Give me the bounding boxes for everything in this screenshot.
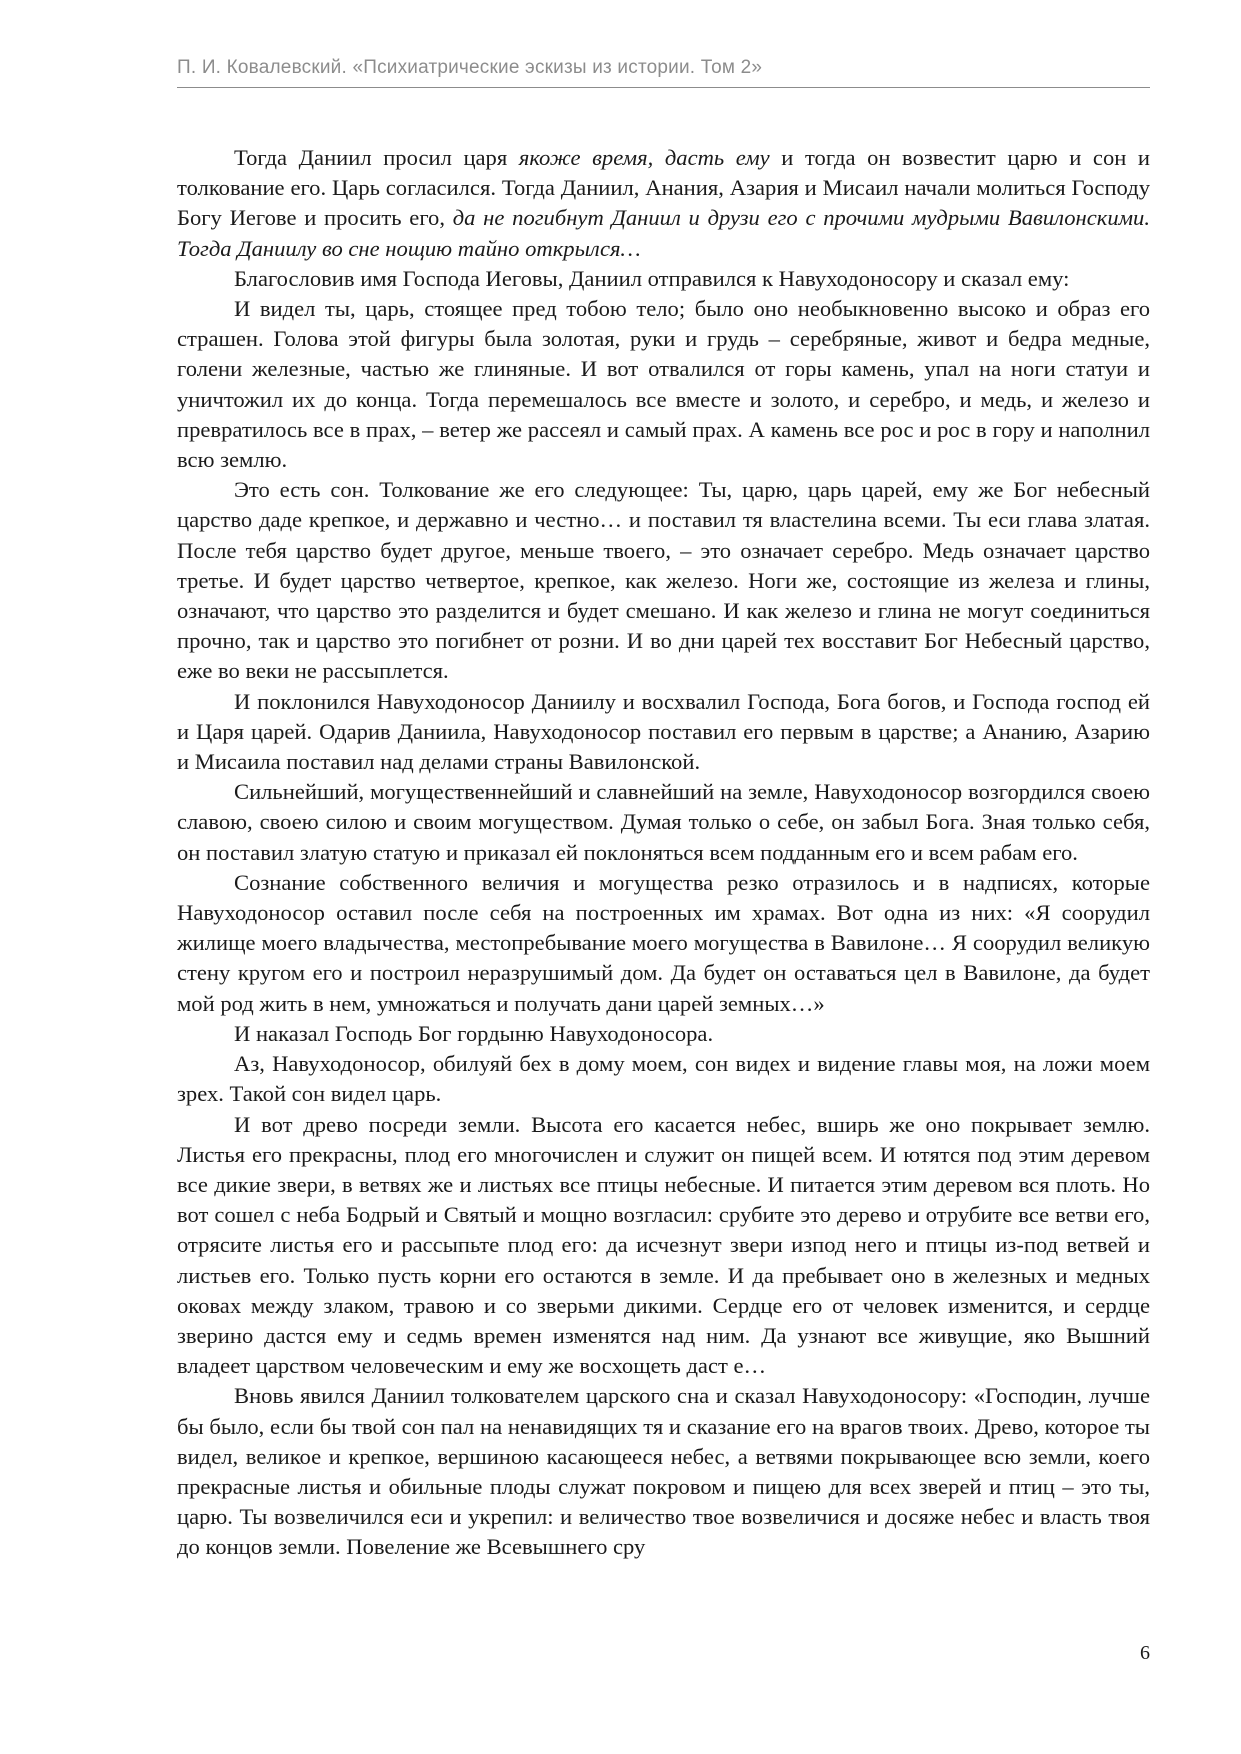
body-text [177,143,1150,1563]
paragraph-11: Вновь явился Даниил толкователем царского сна и сказал Навуходоносору: «Господин, лучше бы было, если бы твой сон пал на ненавидящих тя и сказание его на врагов твоих. Древо, которое ты видел, великое и крепкое, вершиною касающееся небес, а ветвями покрывающее всю земли, коего прекрасные листья и обильные плоды служат покровом и пищею для всех зверей и птиц – это ты, царю. Ты возвеличился еси и укрепил: и величество твое возвеличися и досяже небес и власть твоя до концов земли. Повеление же Всевышнего сру [177,1383,1150,1560]
paragraph-8: И наказал Господь Бог гордыню Навуходоносора. [234,1020,714,1046]
paragraph-2: Благословив имя Господа Иеговы, Даниил отправился к Навуходоносору и сказал ему: [234,265,1070,291]
paragraph-1-italic-b: да не погибнут Даниил и друзи его с прочими мудрыми Вавилонскими. Тогда Даниилу во сне нощию тайно открылся… [177,205,1150,261]
page-number: 6 [1140,1642,1150,1664]
paragraph-4: Это есть сон. Толкование же его следующее: Ты, царю, царь царей, ему же Бог небесный царство даде крепкое, и державно и честно… и поставил тя властелина всеми. Ты еси глава златая. После тебя царство будет другое, меньше твоего, – это означает серебро. Медь означает царство третье. И будет царство четвертое, крепкое, как железо. Ноги же, состоящие из железа и глины, означают, что царство это разделится и будет смешано. И как железо и глина не могут соединиться прочно, так и царство это погибнет от розни. И во дни царей тех восставит Бог Небесный царство, еже во веки не рассыплется. [177,477,1150,684]
paragraph-7: Сознание собственного величия и могущества резко отразилось и в надписях, которые Навуходоносор оставил после себя на построенных им храмах. Вот одна из них: «Я соорудил жилище моего владычества, местопребывание моего могущества в Вавилоне… Я соорудил великую стену кругом его и построил неразрушимый дом. Да будет он оставаться цел в Вавилоне, да будет мой род жить в нем, умножаться и получать дани царей земных…» [177,869,1150,1016]
running-header: П. И. Ковалевский. «Психиатрические эскизы из истории. Том 2» [177,57,763,78]
paragraph-1 [177,143,1150,264]
header-divider [177,87,1150,88]
paragraph-1-text-b: и тогда он возвестит царю и сон и толкование его. Царь согласился. Тогда Даниил, Анания, Азария и Мисаил начали молиться Господу Богу Иегове и просить его, [177,145,1151,231]
paragraph-3: И видел ты, царь, стоящее пред тобою тело; было оно необыкновенно высоко и образ его страшен. Голова этой фигуры была золотая, руки и грудь – серебряные, живот и бедра медные, голени железные, частью же глиняные. И вот отвалился от горы камень, упал на ноги статуи и уничтожил их до конца. Тогда перемешалось все вместе и золото, и серебро, и медь, и железо и превратилось все в прах, – ветер же рассеял и самый прах. А камень все рос и рос в гору и наполнил всю землю. [177,296,1150,473]
paragraph-5: И поклонился Навуходоносор Даниилу и восхвалил Господа, Бога богов, и Господа господ ей и Царя царей. Одарив Даниила, Навуходоносор поставил его первым в царстве; а Ананию, Азарию и Мисаила поставил над делами страны Вавилонской. [177,688,1150,775]
paragraph-1-italic-a: якоже время, дасть ему [518,145,770,170]
paragraph-1-text-a: Тогда Даниил просил царя [234,145,519,170]
paragraph-6: Сильнейший, могущественнейший и славнейший на земле, Навуходоносор возгордился своею славою, своею силою и своим могуществом. Думая только о себе, он забыл Бога. Зная только себя, он поставил златую статую и приказал ей поклоняться всем подданным его и всем рабам его. [177,779,1150,865]
paragraph-10: И вот древо посреди земли. Высота его касается небес, вширь же оно покрывает землю. Листья его прекрасны, плод его многочислен и служит он пищей всем. И ютятся под этим деревом все дикие звери, в ветвях же и листьях все птицы небесные. И питается этим деревом вся плоть. Но вот сошел с неба Бодрый и Святый и мощно возгласил: срубите это дерево и отрубите все ветви его, отрясите листья его и рассыпьте плод его: да исчезнут звери изпод него и птицы из-под ветвей и листьев его. Только пусть корни его остаются в земле. И да пребывает оно в железных и медных оковах между злаком, травою и со зверьми дикими. Сердце его от человек изменится, и сердце зверино дастся ему и седмь времен изменятся над ним. Да узнают все живущие, яко Вышний владеет царством человеческим и ему же восхощеть даст е… [177,1111,1150,1379]
paragraph-9: Аз, Навуходоносор, обилуяй бех в дому моем, сон видех и видение главы моя, на ложи моем зрех. Такой сон видел царь. [177,1051,1150,1107]
